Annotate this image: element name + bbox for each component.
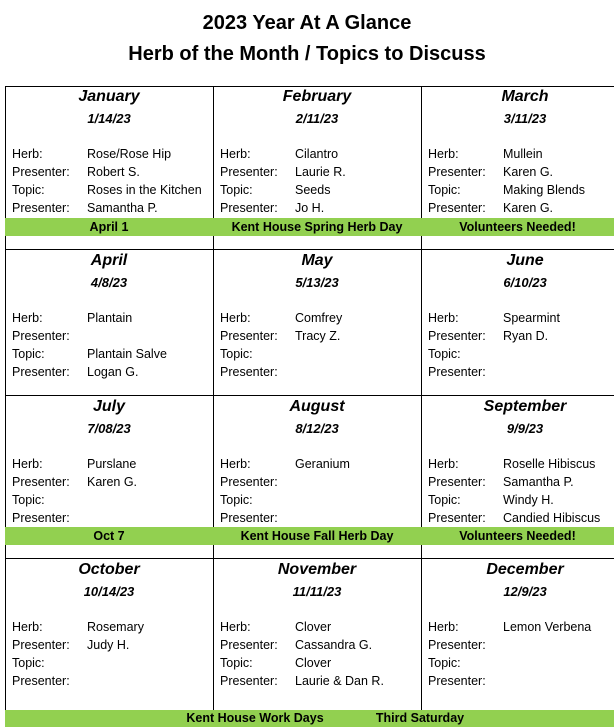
meeting-date: 1/14/23 (87, 111, 131, 126)
month-name: August (289, 398, 345, 415)
field-label: Presenter: (428, 365, 486, 379)
field-value: Rosemary (87, 620, 144, 634)
herb-row (428, 620, 591, 634)
field-value: Cilantro (295, 147, 339, 161)
banner-text: Kent House Fall Herb Day (240, 529, 394, 543)
field-label: Presenter: (220, 201, 278, 215)
grid-row-divider (5, 558, 614, 559)
field-value: Laurie & Dan R. (295, 674, 384, 688)
presenter-row (220, 329, 340, 343)
field-label: Topic: (12, 347, 45, 361)
topic-row (428, 347, 503, 361)
field-value: Robert S. (87, 165, 140, 179)
field-label: Herb: (428, 457, 459, 471)
topic-presenter-row (428, 511, 600, 525)
herb-row (428, 147, 543, 161)
topic-row (428, 656, 503, 670)
herb-row (12, 457, 136, 471)
herb-row (220, 620, 331, 634)
field-label: Presenter: (220, 638, 278, 652)
page-subtitle: Herb of the Month / Topics to Discuss (128, 43, 486, 65)
grid-row-divider (5, 395, 614, 396)
field-value: Judy H. (87, 638, 130, 652)
presenter-row (12, 329, 87, 343)
topic-row (428, 183, 585, 197)
meeting-date: 8/12/23 (295, 421, 339, 436)
banner-bottom (5, 710, 614, 727)
herb-row (220, 311, 342, 325)
field-value: Candied Hibiscus (503, 511, 601, 525)
field-value: Mullein (503, 147, 543, 161)
banner-text: Third Saturday (375, 711, 465, 725)
field-label: Presenter: (220, 475, 278, 489)
field-label: Presenter: (428, 638, 486, 652)
field-value: Making Blends (503, 183, 585, 197)
field-value: Clover (295, 656, 332, 670)
presenter-row (428, 475, 574, 489)
field-label: Presenter: (220, 329, 278, 343)
topic-row (12, 347, 167, 361)
herb-row (428, 457, 595, 471)
page-title: 2023 Year At A Glance (202, 12, 412, 34)
field-label: Presenter: (220, 165, 278, 179)
field-label: Topic: (220, 656, 253, 670)
banner-text: Volunteers Needed! (459, 529, 576, 543)
topic-presenter-row (220, 365, 295, 379)
herb-row (428, 311, 560, 325)
field-value: Geranium (295, 457, 350, 471)
field-label: Presenter: (12, 201, 70, 215)
topic-row (12, 493, 87, 507)
field-value: Roselle Hibiscus (503, 457, 596, 471)
topic-row (220, 493, 295, 507)
field-label: Herb: (220, 147, 251, 161)
field-label: Topic: (428, 347, 461, 361)
field-label: Presenter: (428, 329, 486, 343)
meeting-date: 5/13/23 (295, 275, 339, 290)
field-label: Presenter: (220, 365, 278, 379)
field-label: Herb: (12, 457, 43, 471)
field-label: Presenter: (220, 511, 278, 525)
presenter-row (12, 638, 129, 652)
field-label: Herb: (12, 620, 43, 634)
topic-row (12, 183, 202, 197)
field-label: Presenter: (12, 365, 70, 379)
meeting-date: 9/9/23 (506, 421, 544, 436)
field-label: Herb: (12, 311, 43, 325)
field-label: Presenter: (12, 674, 70, 688)
field-value: Comfrey (295, 311, 343, 325)
topic-presenter-row (428, 201, 553, 215)
month-name: February (282, 88, 352, 105)
banner-text: Kent House Spring Herb Day (231, 220, 403, 234)
field-value: Plantain (87, 311, 133, 325)
topic-row (428, 493, 554, 507)
presenter-row (220, 475, 295, 489)
topic-presenter-row (428, 365, 503, 379)
month-name: July (92, 398, 125, 415)
meeting-date: 10/14/23 (83, 584, 135, 599)
herb-row (12, 311, 132, 325)
month-name: May (301, 252, 333, 269)
field-value: Samantha P. (503, 475, 574, 489)
field-label: Presenter: (428, 511, 486, 525)
meeting-date: 2/11/23 (295, 111, 339, 126)
topic-row (220, 656, 331, 670)
field-value: Logan G. (87, 365, 139, 379)
field-label: Herb: (428, 147, 459, 161)
meeting-date: 4/8/23 (90, 275, 128, 290)
field-label: Herb: (428, 311, 459, 325)
meeting-date: 12/9/23 (503, 584, 547, 599)
field-value: Purslane (87, 457, 137, 471)
herb-row (220, 147, 338, 161)
field-label: Topic: (428, 493, 461, 507)
banner-text: Volunteers Needed! (459, 220, 576, 234)
topic-presenter-row (12, 511, 87, 525)
topic-row (220, 183, 330, 197)
herb-row (220, 457, 350, 471)
field-label: Topic: (12, 656, 45, 670)
banner-text: Oct 7 (93, 529, 125, 543)
presenter-row (220, 165, 346, 179)
topic-presenter-row (220, 511, 295, 525)
herb-row (12, 620, 144, 634)
field-value: Karen G. (87, 475, 138, 489)
topic-presenter-row (12, 365, 138, 379)
field-label: Presenter: (428, 201, 486, 215)
field-value: Clover (295, 620, 332, 634)
topic-presenter-row (428, 674, 503, 688)
field-label: Herb: (220, 620, 251, 634)
presenter-row (428, 638, 503, 652)
field-label: Herb: (428, 620, 459, 634)
meeting-date: 11/11/23 (292, 584, 342, 599)
field-label: Herb: (220, 311, 251, 325)
field-value: Roses in the Kitchen (87, 183, 202, 197)
month-name: September (483, 398, 567, 415)
field-label: Presenter: (428, 165, 486, 179)
field-label: Topic: (220, 347, 253, 361)
topic-row (12, 656, 87, 670)
field-label: Presenter: (12, 475, 70, 489)
field-label: Topic: (220, 493, 253, 507)
field-value: Karen G. (503, 201, 554, 215)
grid-row-divider (5, 249, 614, 250)
field-value: Seeds (295, 183, 331, 197)
banner-row-3 (5, 527, 614, 545)
presenter-row (428, 329, 548, 343)
field-value: Spearmint (503, 311, 560, 325)
topic-presenter-row (12, 201, 158, 215)
field-value: Laurie R. (295, 165, 346, 179)
herb-row (12, 147, 171, 161)
field-value: Windy H. (503, 493, 554, 507)
field-label: Herb: (220, 457, 251, 471)
field-label: Topic: (12, 493, 45, 507)
field-label: Topic: (428, 656, 461, 670)
month-name: October (78, 561, 140, 578)
field-value: Plantain Salve (87, 347, 167, 361)
month-name: June (506, 252, 544, 269)
meeting-date: 6/10/23 (503, 275, 547, 290)
field-value: Samantha P. (87, 201, 158, 215)
field-value: Jo H. (295, 201, 325, 215)
field-value: Karen G. (503, 165, 554, 179)
field-value: Rose/Rose Hip (87, 147, 172, 161)
meeting-date: 3/11/23 (503, 111, 547, 126)
presenter-row (12, 165, 140, 179)
field-label: Topic: (12, 183, 45, 197)
meeting-date: 7/08/23 (87, 421, 131, 436)
field-value: Lemon Verbena (503, 620, 592, 634)
presenter-row (12, 475, 137, 489)
banner-text: April 1 (89, 220, 129, 234)
month-name: January (78, 88, 140, 105)
field-value: Ryan D. (503, 329, 549, 343)
field-value: Tracy Z. (295, 329, 341, 343)
topic-presenter-row (220, 201, 324, 215)
banner-row-1 (5, 218, 614, 236)
month-name: April (90, 252, 128, 269)
field-label: Presenter: (12, 511, 70, 525)
month-name: December (486, 561, 564, 578)
banner-text: Kent House Work Days (186, 711, 324, 725)
grid-top-border (5, 86, 614, 87)
field-label: Presenter: (12, 329, 70, 343)
presenter-row (428, 165, 553, 179)
field-label: Presenter: (220, 674, 278, 688)
presenter-row (220, 638, 372, 652)
topic-presenter-row (220, 674, 384, 688)
field-label: Herb: (12, 147, 43, 161)
topic-presenter-row (12, 674, 87, 688)
field-label: Topic: (428, 183, 461, 197)
field-label: Presenter: (12, 165, 70, 179)
field-label: Topic: (220, 183, 253, 197)
field-label: Presenter: (428, 475, 486, 489)
topic-row (220, 347, 295, 361)
month-name: November (277, 561, 357, 578)
field-label: Presenter: (12, 638, 70, 652)
field-label: Presenter: (428, 674, 486, 688)
month-name: March (501, 88, 549, 105)
field-value: Cassandra G. (295, 638, 373, 652)
